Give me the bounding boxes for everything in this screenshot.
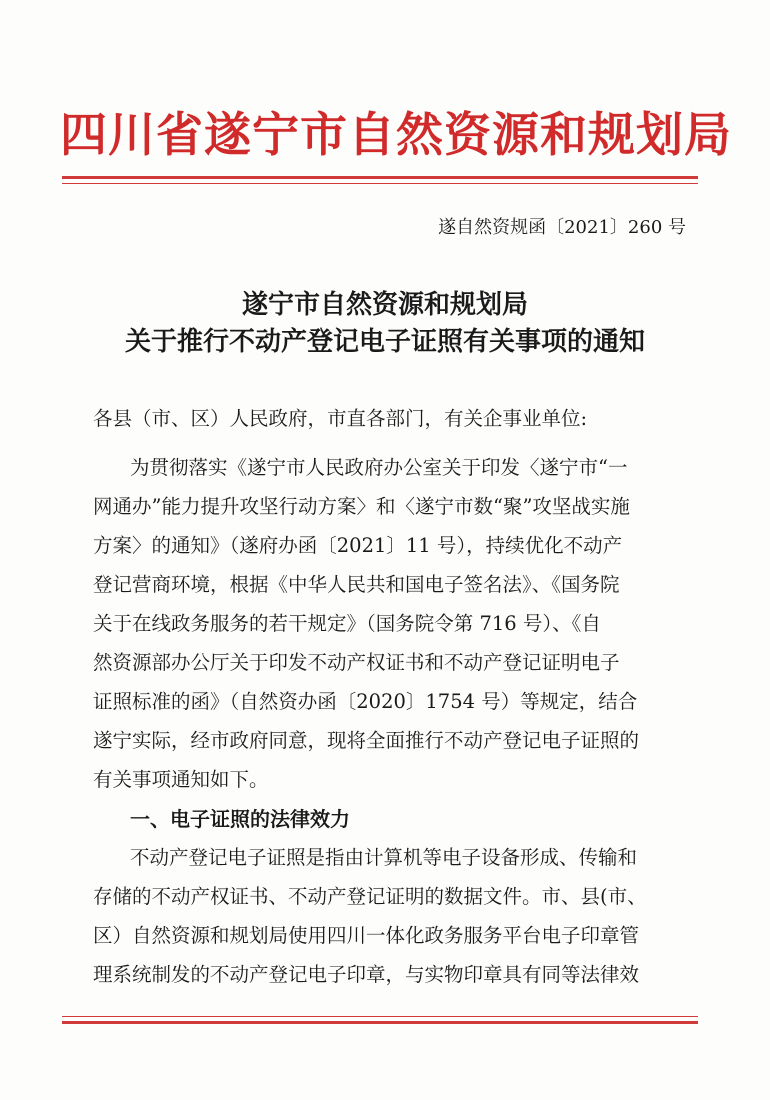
paragraph-2-line: 区）自然资源和规划局使用四川一体化政务服务平台电子印章管 (93, 924, 640, 947)
header-rule-thin (62, 183, 698, 184)
document-number: 遂自然资规函〔2021〕260 号 (438, 217, 686, 238)
paragraph-2-line: 不动产登记电子证照是指由计算机等电子设备形成、传输和 (130, 846, 638, 869)
footer-rule-thin (62, 1016, 698, 1017)
document-title-line-2: 关于推行不动产登记电子证照有关事项的通知 (124, 327, 645, 357)
paragraph-1-line: 遂宁实际，经市政府同意，现将全面推行不动产登记电子证照的 (93, 729, 640, 752)
paragraph-1-line: 然资源部办公厅关于印发不动产权证书和不动产登记证明电子 (93, 651, 620, 674)
paragraph-1-line: 关于在线政务服务的若干规定》（国务院令第 716 号）、《自 (93, 612, 601, 635)
section-1-heading: 一、电子证照的法律效力 (130, 807, 350, 831)
paragraph-1-line: 有关事项通知如下。 (93, 768, 269, 791)
paragraph-1-line: 方案〉的通知》（遂府办函〔2021〕11 号），持续优化不动产 (93, 534, 623, 557)
footer-rule-thick (62, 1021, 698, 1024)
paragraph-2-line: 存储的不动产权证书、不动产登记证明的数据文件。市、县(市、 (93, 885, 647, 908)
paragraph-1-line: 为贯彻落实《遂宁市人民政府办公室关于印发〈遂宁市“一 (130, 456, 628, 479)
paragraph-2-line: 理系统制发的不动产登记电子印章，与实物印章具有同等法律效 (93, 963, 640, 986)
agency-header: 四川省遂宁市自然资源和规划局 (60, 108, 732, 163)
document-title-line-1: 遂宁市自然资源和规划局 (241, 290, 528, 320)
salutation: 各县（市、区）人民政府，市直各部门，有关企事业单位: (93, 407, 588, 430)
paragraph-1-line: 网通办”能力提升攻坚行动方案〉和〈遂宁市数“聚”攻坚战实施 (93, 495, 630, 518)
paragraph-1-line: 登记营商环境，根据《中华人民共和国电子签名法》、《国务院 (93, 573, 620, 596)
paragraph-1-line: 证照标准的函》（自然资办函〔2020〕1754 号）等规定，结合 (93, 690, 638, 713)
header-rule-thick (62, 176, 698, 179)
